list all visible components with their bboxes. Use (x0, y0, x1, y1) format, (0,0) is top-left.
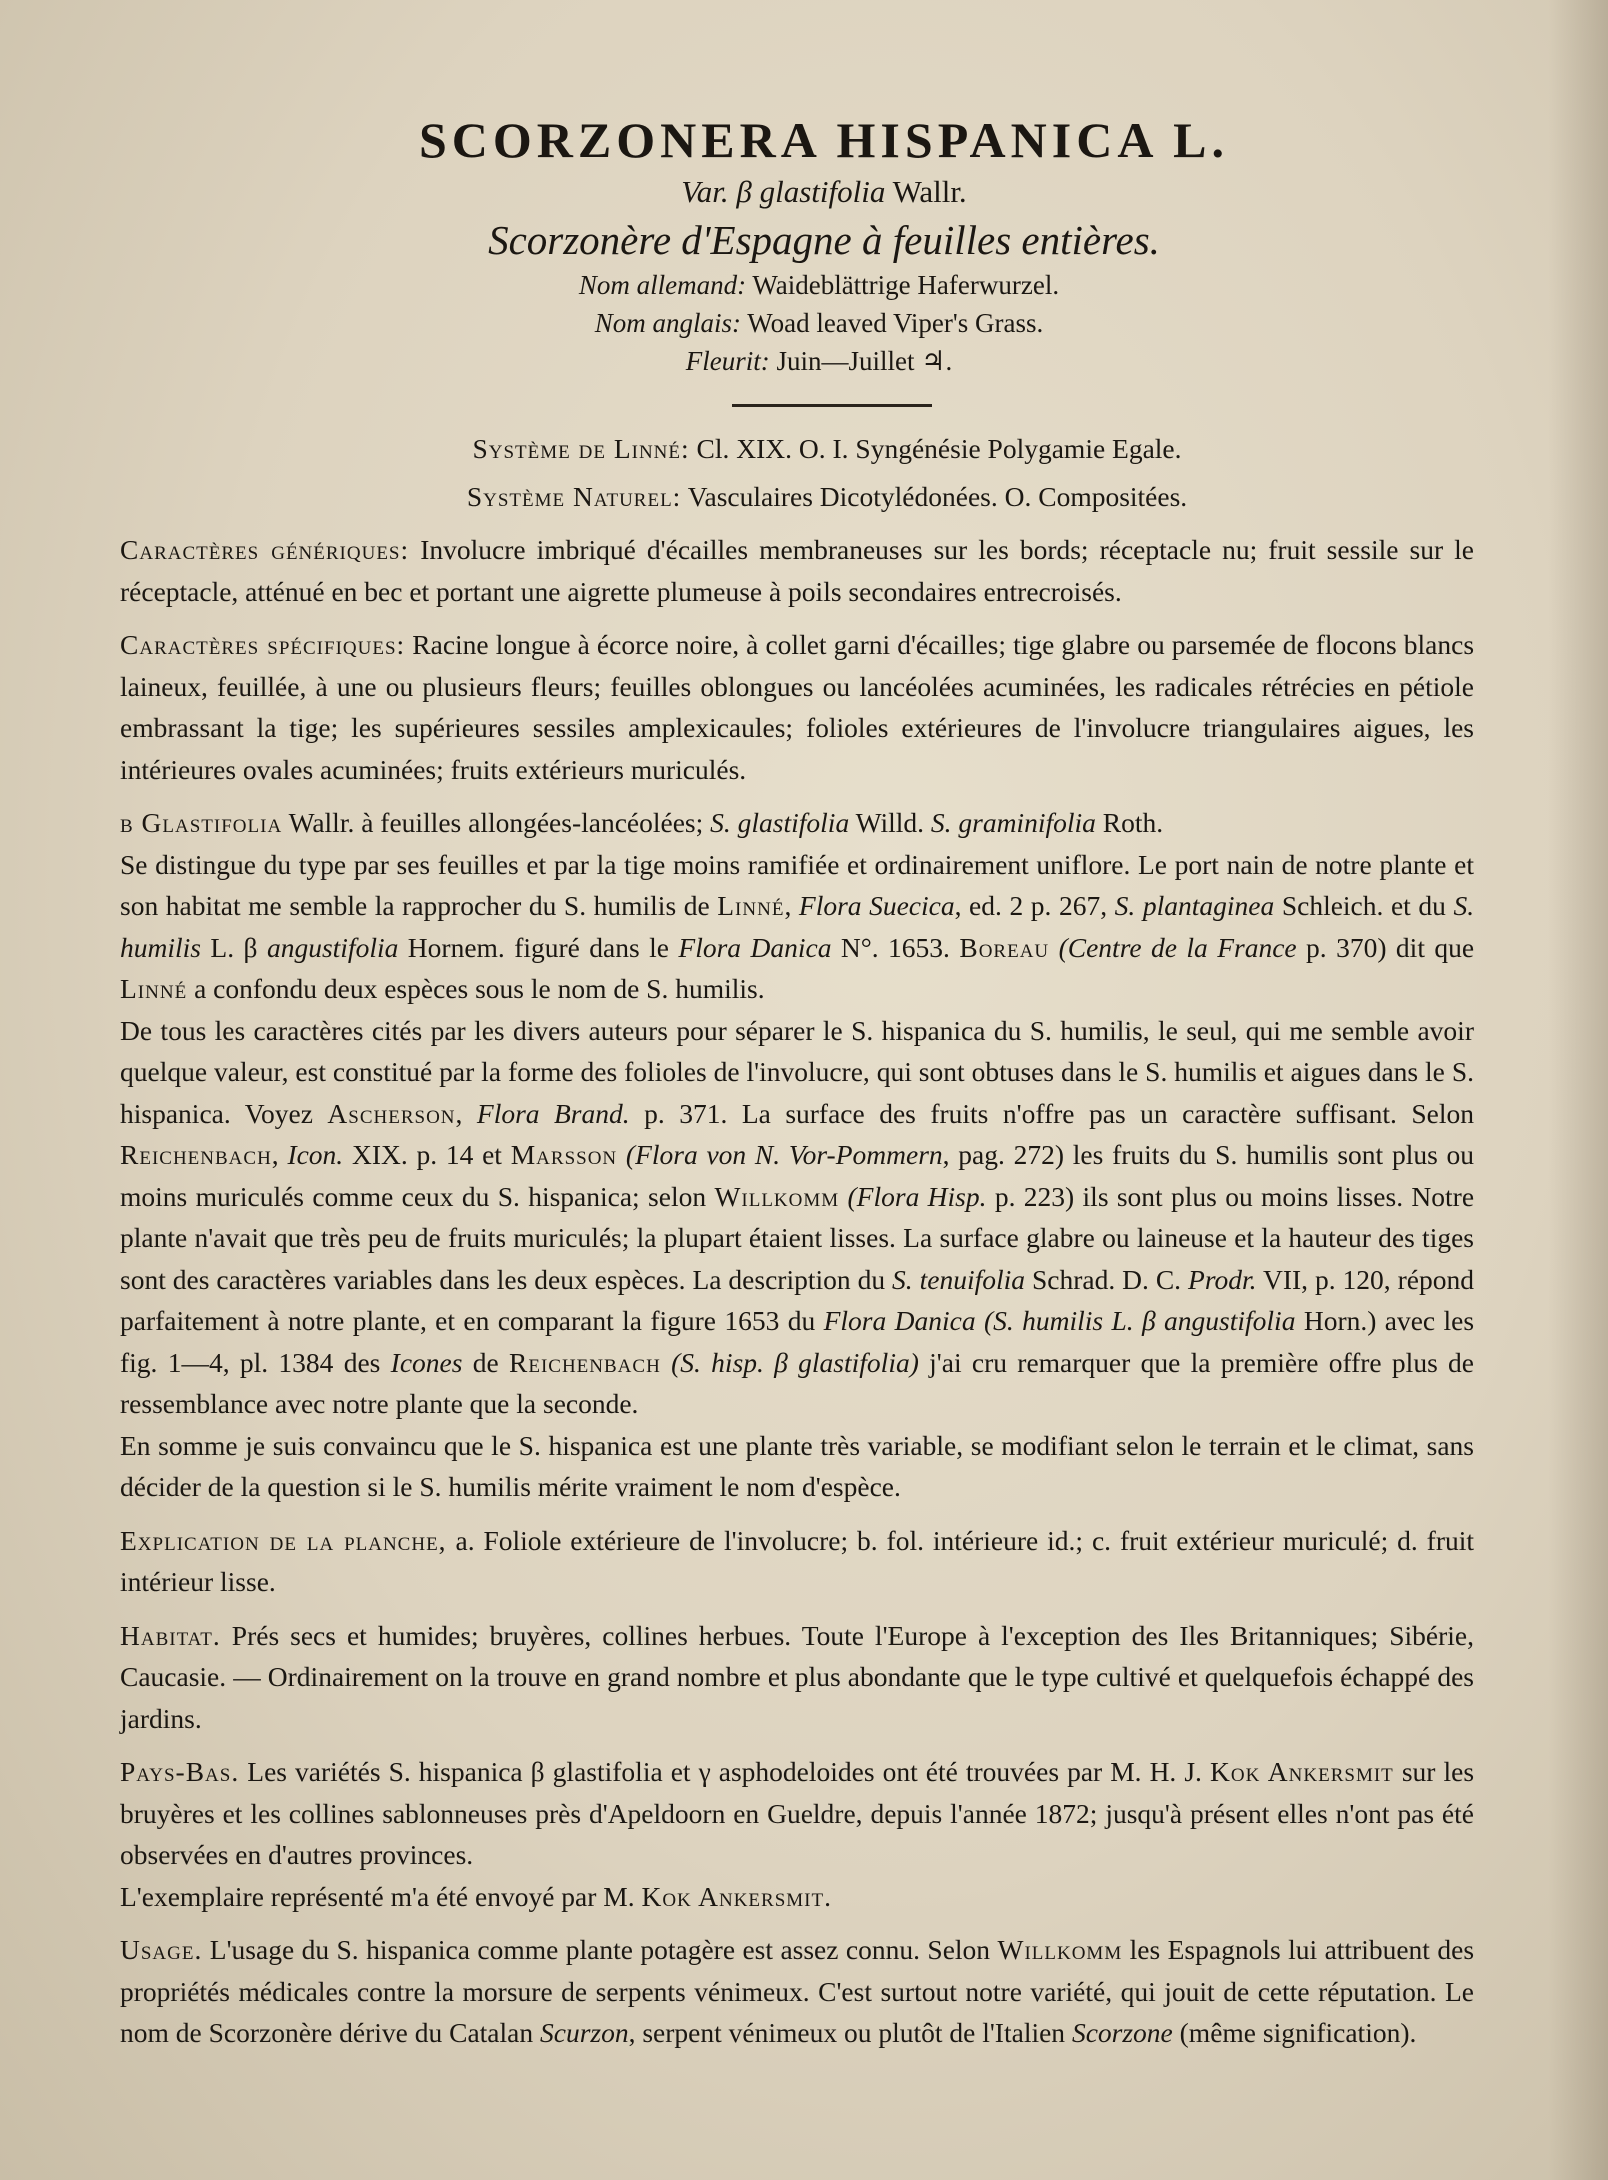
german-name-line (0, 266, 1608, 304)
usage-text-1: L'usage du S. hispanica comme plante potagère est assez connu. Selon (209, 1934, 991, 1965)
author-reichenbach: Reichenbach (120, 1139, 272, 1170)
usage-paragraph (120, 1929, 1474, 2054)
french-name: Scorzonère d'Espagne à feuilles entières. (488, 217, 1160, 263)
author-linne: Linné (717, 890, 785, 921)
ref-prodr: Prodr. (1188, 1263, 1257, 1295)
specific-text: Racine longue à écorce noire, à collet garni d'écailles; tige glabre ou parsemée de flocons blancs laineux, feuillée, à une ou plusieurs fleurs; feuilles oblongues ou lancéolées acuminées, les radicales rétrécies en pétiole embrassant la tige; les supérieures sessiles amplexicaules; folioles extérieures de l'involucre triangulaires aigues, les intérieures ovales acuminées; fruits extérieurs muriculés. (120, 629, 1475, 785)
german-value: Waideblättrige Haferwurzel. (752, 270, 1060, 300)
linne-system (120, 425, 1474, 473)
ref-flora-von-n: (Flora von N. Vor-Pommern (625, 1139, 943, 1170)
authors-paragraph: De tous les caractères cités par les divers auteurs pour séparer le S. hispanica du S. humilis, le seul, qui me semble avoir quelque valeur, est constitué par la forme des folioles de l'involucre, qui sont obtuses dans le S. humilis et aigues dans le S. hispanica. Voyez Ascherson, Flora Brand. p. 371. La surface des fruits n'offre pas un caractère suffisant. Selon Reichenbach, Icon. XIX. p. 14 et Marsson (Flora von N. Vor-Pommern, pag. 272) les fruits du S. humilis sont plus ou moins muriculés comme ceux du S. hispanica; selon Willkomm (Flora Hisp. p. 223) ils sont plus ou moins lisses. Notre plante n'avait que très peu de fruits muriculés; la plupart étaient lisses. La surface glabre ou laineuse et la hauteur des tiges sont des caractères variables dans les deux espèces. La description du S. tenuifolia Schrad. D. C. Prodr. VII, p. 120, répond parfaitement à notre plante, et en comparant la figure 1653 du Flora Danica (S. humilis L. β angustifolia Horn.) avec les fig. 1—4, pl. 1384 des Icones de Reichenbach (S. hisp. β glastifolia) j'ai cru remarquer que la première offre plus de ressemblance avec notre plante que la seconde. (120, 1014, 1475, 1419)
variety-line (0, 172, 1608, 212)
glastifolia-syn2-author: Roth. (1102, 807, 1164, 838)
header-divider (732, 404, 932, 407)
ref-flora-hisp: (Flora Hisp. (847, 1180, 987, 1212)
author-kok-ankersmit-2: Kok Ankersmit. (641, 1880, 832, 1912)
generic-text: Involucre imbriqué d'écailles membraneuses sur les bords; réceptacle nu; fruit sessile sur le réceptacle, atténué en bec et portant une aigrette plumeuse à poils secondaires entrecroisés. (120, 534, 1474, 607)
flowering-line (0, 342, 1608, 380)
authors-text-5: p. 223) ils sont plus ou moins lisses. Notre plante n'avait que très peu de fruits muriculés; la plupart étaient lisses. La surface glabre ou laineuse et la hauteur des tiges sont des caractères variables dans les deux espèces. La description du (120, 1180, 1475, 1295)
paysbas-label: Pays-Bas. (120, 1756, 240, 1787)
habitat-label: Habitat. (120, 1619, 221, 1651)
specific-characters (120, 624, 1474, 790)
ref-humilis: S. humilis (120, 890, 1475, 963)
english-label: Nom anglais: (594, 308, 741, 338)
distinguish-text-3: Schleich. et du (1281, 890, 1446, 921)
explication-text: a. Foliole extérieure de l'involucre; b. fol. intérieure id.; c. fruit extérieur muriculé; d. fruit intérieur lisse. (120, 1524, 1475, 1597)
glastifolia-paragraph (120, 802, 1474, 844)
distinguish-text-1: Se distingue du type par ses feuilles et par la tige moins ramifiée et ordinairement uniflore. Le port nain de notre plante et son habitat me semble la rapprocher du S. humilis de (120, 848, 1474, 921)
ref-centre-france: (Centre de la France (1058, 931, 1297, 963)
author-ascherson: Ascherson (327, 1097, 456, 1129)
authors-text-1: De tous les caractères cités par les divers auteurs pour séparer le S. hispanica du S. humilis, le seul, qui me semble avoir quelque valeur, est constitué par la forme des folioles de l'involucre, qui sont obtuses dans le S. humilis et aigues dans le S. hispanica. Voyez (120, 1014, 1474, 1129)
glastifolia-text: Wallr. à feuilles allongées-lancéolées; (288, 807, 704, 838)
authors-text-10: j'ai cru remarquer que la première offre plus de ressemblance avec notre plante que la seconde. (120, 1346, 1475, 1419)
natural-label: Système Naturel: (466, 481, 682, 512)
ref-flora-suecica: Flora Suecica (798, 890, 955, 921)
authors-text-6: Schrad. D. C. (1031, 1263, 1182, 1295)
distinguish-text-2: , ed. 2 p. 267, (954, 890, 1108, 921)
exemplaire-text: L'exemplaire représenté m'a été envoyé par M. (120, 1880, 635, 1912)
authors-text-3: XIX. p. 14 et (351, 1139, 502, 1170)
flowering-label: Fleurit: (685, 346, 770, 376)
english-name-line (0, 304, 1608, 342)
ref-flora-danica: Flora Danica (678, 931, 832, 963)
glastifolia-syn1: S. glastifolia (710, 807, 850, 838)
authors-text-7: VII, p. 120, répond parfaitement à notre plante, et en comparant la figure 1653 du (120, 1263, 1474, 1336)
ref-icones: Icones (390, 1346, 463, 1378)
generic-characters (120, 529, 1474, 612)
ref-plantaginea: S. plantaginea (1114, 890, 1275, 921)
authors-text-2: p. 371. La surface des fruits n'offre pas un caractère suffisant. Selon (644, 1097, 1474, 1129)
ref-tenuifolia: S. tenuifolia (892, 1263, 1026, 1295)
german-label: Nom allemand: (578, 270, 747, 300)
linne-value: Cl. XIX. O. I. Syngénésie Polygamie Egale. (696, 433, 1182, 464)
author-willkomm: Willkomm (714, 1180, 840, 1212)
author-linne-2: Linné (120, 973, 188, 1004)
natural-value: Vasculaires Dicotylédonées. O. Compositées. (687, 481, 1188, 512)
distinguish-text-5: Hornem. figuré dans le (407, 931, 669, 963)
exemplaire-paragraph (120, 1876, 1474, 1918)
summary-paragraph: En somme je suis convaincu que le S. hispanica est une plante très variable, se modifiant selon le terrain et le climat, sans décider de la question si le S. humilis mérite vraiment le nom d'espèce. (120, 1429, 1474, 1502)
author-marsson: Marsson (510, 1139, 618, 1170)
author-boreau: Boreau (959, 931, 1050, 963)
glastifolia-label: β Glastifolia (120, 807, 283, 838)
specific-label: Caractères spécifiques: (120, 629, 406, 660)
term-scorzone: Scorzone (1071, 2017, 1173, 2048)
usage-text-2: les Espagnols lui attribuent des propriétés médicales contre la morsure de serpents vénimeux. C'est surtout notre variété, qui jouit de cette réputation. Le nom de Scorzonère dérive du Catalan (120, 1934, 1475, 2048)
document-body (120, 425, 1474, 2066)
habitat-paragraph (120, 1615, 1474, 1740)
author-kok-ankersmit: Kok Ankersmit (1209, 1756, 1394, 1787)
ref-hisp-glastifolia: (S. hisp. β glastifolia) (671, 1346, 919, 1378)
habitat-text: Prés secs et humides; bruyères, collines herbues. Toute l'Europe à l'exception des Iles Britanniques; Sibérie, Caucasie. — Ordinairement on la trouve en grand nombre et plus abondante que le type cultivé et quelquefois échappé des jardins. (120, 1619, 1475, 1734)
glastifolia-syn1-author: Willd. (855, 807, 924, 838)
paysbas-text-2: sur les bruyères et les collines sablonneuses près d'Apeldoorn en Gueldre, depuis l'année 1872; jusqu'à présent elles n'ont pas été observées en d'autres provinces. (120, 1756, 1475, 1870)
authors-text-8: Horn.) avec les fig. 1—4, pl. 1384 des (120, 1305, 1475, 1378)
distinguish-text-8: a confondu deux espèces sous le nom de S. humilis. (194, 973, 765, 1004)
term-scurzon: Scurzon (539, 2017, 629, 2048)
ref-humilis-angustifolia: (S. humilis L. β angustifolia (983, 1305, 1296, 1336)
ref-flora-danica-2: Flora Danica (823, 1305, 976, 1336)
distinguish-text-4: L. β (210, 931, 258, 963)
usage-label: Usage. (120, 1934, 203, 1965)
distinguish-text-6: N°. 1653. (840, 931, 950, 963)
ref-icon: Icon. (287, 1139, 344, 1170)
explication-paragraph (120, 1520, 1474, 1603)
paysbas-text-1: Les variétés S. hispanica β glastifolia et γ asphodeloides ont été trouvées par M. H. J. (247, 1756, 1202, 1787)
generic-label: Caractères génériques: (120, 534, 410, 565)
document-header (0, 110, 1608, 380)
glastifolia-syn2: S. graminifolia (930, 807, 1096, 838)
distinguish-paragraph: Se distingue du type par ses feuilles et par la tige moins ramifiée et ordinairement uniflore. Le port nain de notre plante et son habitat me semble la rapprocher du S. humilis de Linné, Flora Suecica, ed. 2 p. 267, S. plantaginea Schleich. et du S. humilis L. β angustifolia Hornem. figuré dans le Flora Danica N°. 1653. Boreau (Centre de la France p. 370) dit que Linné a confondu deux espèces sous le nom de S. humilis. (120, 848, 1475, 1004)
usage-text-4: (même signification). (1179, 2017, 1417, 2048)
linne-label: Système de Linné: (472, 433, 690, 464)
distinguish-text-7: p. 370) dit que (1306, 931, 1475, 963)
author-reichenbach-2: Reichenbach (509, 1346, 661, 1378)
ref-flora-brand: Flora Brand. (476, 1097, 630, 1129)
page-title: SCORZONERA HISPANICA L. (418, 112, 1230, 168)
variety-author: Wallr. (892, 174, 967, 209)
variety-prefix: Var. β glastifolia (681, 174, 886, 209)
authors-text-4: , pag. 272) les fruits du S. humilis sont plus ou moins muriculés comme ceux du S. hispanica; selon (120, 1139, 1475, 1212)
paysbas-paragraph (120, 1751, 1474, 1876)
authors-text-9: de (472, 1346, 499, 1378)
explication-label: Explication de la planche, (120, 1524, 447, 1556)
natural-system (120, 473, 1474, 521)
author-willkomm-2: Willkomm (997, 1934, 1123, 1965)
ref-angustifolia: angustifolia (266, 931, 399, 963)
usage-text-3: , serpent vénimeux ou plutôt de l'Italien (628, 2017, 1066, 2048)
flowering-value: Juin—Juillet ♃. (776, 346, 953, 376)
english-value: Woad leaved Viper's Grass. (747, 308, 1044, 338)
